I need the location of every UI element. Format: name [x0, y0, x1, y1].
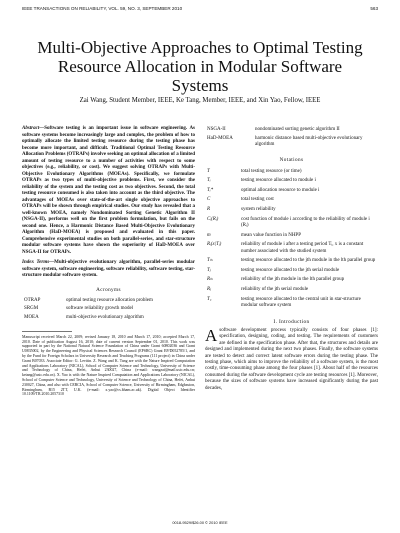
- drop-cap: A: [205, 325, 218, 345]
- notation-symbol: Rₗₕ: [207, 277, 213, 283]
- paper-title: Multi-Objective Approaches to Optimal Testing Resource Allocation in Modular Software Systems: [37, 38, 363, 95]
- index-terms: [22, 260, 195, 280]
- footnote-rule: [22, 331, 72, 332]
- notation-def: reliability of the jth serial module: [241, 286, 309, 292]
- index-terms-label: Index Terms—: [22, 260, 55, 265]
- notation-def: testing resource allocated to the jth module in the lth parallel group: [241, 258, 376, 264]
- journal-header: IEEE TRANSACTIONS ON RELIABILITY, VOL. 59, NO. 3, SEPTEMBER 2010: [22, 6, 183, 11]
- acronym-key: MOEA: [24, 315, 39, 321]
- abstract-label: Abstract—: [22, 126, 45, 131]
- notation-symbol: Tⱼ: [207, 267, 211, 273]
- notation-symbol: Tₗₕ: [207, 258, 213, 264]
- right-column: [205, 126, 378, 392]
- acronyms-cont-table: [205, 126, 378, 150]
- notation-def: mean value function in NHPP: [241, 232, 301, 238]
- notation-row: [205, 167, 378, 177]
- acronym-key: NSGA-II: [207, 127, 226, 133]
- notation-symbol: Cᵢ(Rᵢ): [207, 216, 219, 222]
- notation-row: [205, 285, 378, 295]
- acronym-value: nondominated sorting genetic algorithm II: [255, 127, 340, 133]
- notation-symbol: Rⱼ: [207, 286, 211, 292]
- copyright-footer: 0018-9529/$26.00 © 2010 IEEE: [172, 520, 228, 525]
- notation-symbol: C: [207, 197, 211, 203]
- acronym-row: [22, 297, 195, 306]
- notation-row: [205, 241, 378, 257]
- notation-def: system reliability: [241, 206, 276, 212]
- acronym-key: SRGM: [24, 306, 39, 312]
- notation-def: testing resource allocated to the central unit in star-structure modular software system: [241, 296, 361, 308]
- notation-symbol: T꜀: [207, 296, 212, 302]
- notation-row: [205, 196, 378, 206]
- acronym-key: HaD-MOEA: [207, 135, 233, 141]
- acronym-value: multi-objective evolutionary algorithm: [66, 315, 144, 321]
- acronym-value: optimal testing resource allocation problem: [66, 297, 153, 303]
- notations-table: [205, 167, 378, 311]
- acronyms-heading: Acronyms: [96, 286, 121, 293]
- notation-row: [205, 215, 378, 231]
- acronym-row: [205, 135, 378, 150]
- notation-def: optimal allocation resource to module i: [241, 187, 320, 193]
- acronym-row: [205, 126, 378, 135]
- running-header: [22, 6, 378, 14]
- author-line: Zai Wang, Student Member, IEEE, Ke Tang, Member, IEEE, and Xin Yao, Fellow, IEEE: [79, 97, 321, 104]
- notation-def: total testing resource (or time): [241, 168, 302, 174]
- notation-symbol: m: [207, 232, 211, 238]
- notation-symbol: T: [207, 168, 210, 174]
- notation-def: testing resource allocated to module i: [241, 178, 316, 184]
- notation-def: cost function of module i according to the reliability of module i (Rᵢ): [241, 216, 370, 228]
- notation-row: [205, 177, 378, 187]
- footnote: Manuscript received March 22, 2009; revised January 18, 2010 and March 17, 2010; accepted March 17, 2010. Date of publication August 16, 2010; date of current version September 01, 2010. This work was supported in part by the National Natural Science Foundation of China under Grant 60802036 and Grant U0835002, by the Engineering and Physical Sciences Research Council (EPSRC) Grant EP/D052785/1, and by the Fund for Foreign Scholars in University Research and Teaching Programs (111 project) in China under Grant B07033. Associate Editor: G. Levitin. Z. Wang and K. Tang are with the Nature Inspired Computation and Applications Laboratory (NICAL), School of Computer Science and Technology, University of Science and Technology of China, Hefei, Anhui 230027, China (e-mail: wangzai@mail.ustc.edu.cn; ketang@ustc.edu.cn). X. Yao is with the Nature Inspired Computation and Applications Laboratory (NICAL), School of Computer Science and Technology, University of Science and Technology of China, Hefei, Anhui 230027, China, and also with CERCIA, School of Computer Science, University of Birmingham, Edgbaston, Birmingham, B15 2TT, U.K. (e-mail: x.yao@cs.bham.ac.uk). Digital Object Identifier 10.1109/TR.2010.2057310: [22, 334, 195, 397]
- notation-row: [205, 186, 378, 196]
- notation-def: testing resource allocated to the jth serial module: [241, 267, 340, 273]
- notation-def: total testing cost: [241, 197, 274, 203]
- left-column: [22, 126, 195, 397]
- acronym-row: [22, 305, 195, 314]
- page-number: 563: [370, 6, 378, 11]
- abstract: [22, 126, 195, 256]
- notation-symbol: R: [207, 206, 211, 212]
- notations-heading: Notations: [279, 156, 304, 163]
- notation-row: [205, 257, 378, 267]
- introduction-body: software development process typically consists of four phases [1]: specification, designing, coding, and testing. The requirements of customers are defined in the specification phase. After that, the structures and details are designed and implemented during the next two phases. Finally, the software systems are tested to detect and correct latent software errors during the testing phase. The testing phase, which aims to improve the reliability of a software system, is the most costly, time-consuming phase among the four phases [1]. About half of the resources consumed during the software development cycle are testing resources [1]. Moreover, because the sizes of software systems have increased significantly during the past decades,: [205, 327, 378, 391]
- notation-def: reliability of the jth module in the lth parallel group: [241, 277, 345, 283]
- acronym-value: harmonic distance based multi-objective evolutionary algorithm: [255, 135, 363, 148]
- notation-symbol: Tᵢ*: [207, 187, 214, 193]
- notation-row: [205, 266, 378, 276]
- notation-symbol: Tᵢ: [207, 178, 211, 184]
- introduction-heading: I. Introduction: [273, 318, 310, 325]
- acronym-key: OTRAP: [24, 297, 41, 303]
- acronym-row: [22, 314, 195, 323]
- abstract-text: Software testing is an important issue in software engineering. As software systems become increasingly large and complex, the problem of how to optimally allocate the limited testing resource during the testing phase has become more important, and difficult. Traditional Optimal Testing Resource Allocation Problems (OTRAPs) involve seeking an optimal allocation of a limited amount of testing resource to a number of activities with respect to some objectives (e.g., reliability, or cost). We suggest solving OTRAPs with Multi-Objective Evolutionary Algorithms (MOEAs). Specifically, we formulate OTRAPs as two types of multi-objective problems. First, we consider the reliability of the system and the testing cost as two objectives. Second, the total testing resource consumed is also taken into account as the third objective. The advantages of MOEAs over state-of-the-art single objective approaches to OTRAPs will be shown through empirical studies. Our study has revealed that a well-known MOEA, namely Nondominated Sorting Genetic Algorithm II (NSGA-II), performs well on the first problem formulation, but fails on the second one. Hence, a Harmonic Distance Based Multi-Objective Evolutionary Algorithm (HaD-MOEA) is proposed and evaluated in this paper. Comprehensive experimental studies on both parallel-series, and star-structure modular software systems have shown the superiority of HaD-MOEA over NSGA-II for OTRAPs.: [22, 126, 195, 255]
- notation-row: [205, 205, 378, 215]
- acronyms-table: [22, 297, 195, 323]
- notation-symbol: Rᵢ(x|Tᵢ): [207, 242, 222, 248]
- index-terms-text: Multi-objective evolutionary algorithm, parallel-series modular software system, software engineering, software reliability, software testing, star-structure modular software system.: [22, 260, 195, 278]
- notation-row: [205, 295, 378, 311]
- notation-row: [205, 276, 378, 286]
- acronym-value: software reliability growth model: [66, 306, 134, 312]
- notation-def: reliability of module i after a testing period Tᵢ, x is a constant number associated with the studied system: [241, 242, 364, 254]
- introduction-text: [205, 325, 378, 392]
- notation-row: [205, 231, 378, 241]
